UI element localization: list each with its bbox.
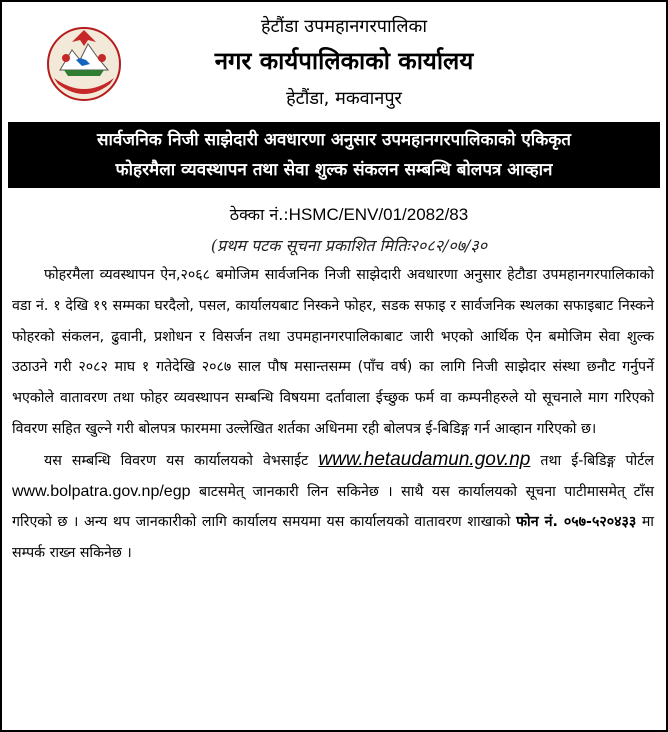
banner-line-2: फोहरमैला व्यवस्थापन तथा सेवा शुल्क संकलन सम्बन्धि बोलपत्र आव्हान xyxy=(115,160,553,180)
notice-header xyxy=(2,2,666,120)
egp-portal-link[interactable]: www.bolpatra.gov.np/egp xyxy=(12,482,191,500)
paragraph-2-mid1: तथा ई-बिडिङ्ग पोर्टल xyxy=(540,452,654,469)
paragraph-1: फोहरमैला व्यवस्थापन ऐन,२०६८ बमोजिम सार्वजनिक निजी साझेदारी अवधारणा अनुसार हेटौडा उपमहानगरपालिकाको वडा नं. १ देखि १९ सम्मका घरदैलो, पसल, कार्यालयबाट निस्कने फोहर, सडक सफाइ र सार्वजनिक स्थलका सफाइबाट निस्कने फोहरको संकलन, ढुवानी, प्रशोधन र विसर्जन तथा उपमहानगरपालिकाबाट जारी भएको आर्थिक ऐन बमोजिम सेवा शुल्क उठाउने गरी २०८२ माघ १ गतेदेखि २०८७ साल पौष मसान्तसम्म (पाँच वर्ष) का लागि निजी साझेदार संस्था छनौट गर्नुपर्ने भएकोले वातावरण तथा फोहर व्यवस्थापन सम्बन्धि विषयमा दर्तावाला ईच्छुक फर्म वा कम्पनीहरुले यो सूचनाले माग गरिएको विवरण सहित खुल्ने गरी बोलपत्र फारममा उल्लेखित शर्तका अधिनमा रही बोलपत्र ई-बिडिङ्ग गर्न आव्हान गरिएको छ। xyxy=(12,267,654,437)
paragraph-2-intro: यस सम्बन्धि विवरण यस कार्यालयको वेभसाईट xyxy=(44,452,309,469)
phone-number: फोन नं. ०५७-५२०४३३ xyxy=(516,514,637,531)
website-link[interactable]: www.hetaudamun.gov.np xyxy=(318,448,531,470)
paragraph-2-outro: मा सम्पर्क राख्न सकिनेछ । xyxy=(12,514,654,562)
office-location: हेटौंडा, मकवानपुर xyxy=(286,88,402,109)
paragraph-2-mid2: बाटसमेत् जानकारी लिन सकिनेछ । साथै यस कार्यालयको सूचना पाटीमासमेत् टाँस गरिएको छ । अन्य थप जानकारीको लागि कार्यालय समयमा यस कार्यालयको वातावरण शाखाको xyxy=(12,483,654,531)
banner-line-1: सार्वजनिक निजी साझेदारी अवधारणा अनुसार उपमहानगरपालिकाको एकिकृत xyxy=(96,130,571,150)
tender-number-value: HSMC/ENV/01/2082/83 xyxy=(288,205,469,224)
tender-number-label: ठेक्का नं.: xyxy=(229,205,289,224)
notice-body xyxy=(12,260,654,569)
paragraph-2 xyxy=(12,445,654,569)
office-name: नगर कार्यपालिकाको कार्यालय xyxy=(214,47,474,75)
notice-title-banner xyxy=(8,122,660,188)
tender-number-line xyxy=(2,203,666,225)
publication-date-note: (प्रथम पटक सूचना प्रकाशित मितिः२०८२/०७/३० xyxy=(210,236,488,255)
municipality-name: हेटौंडा उपमहानगरपालिका xyxy=(260,16,428,37)
